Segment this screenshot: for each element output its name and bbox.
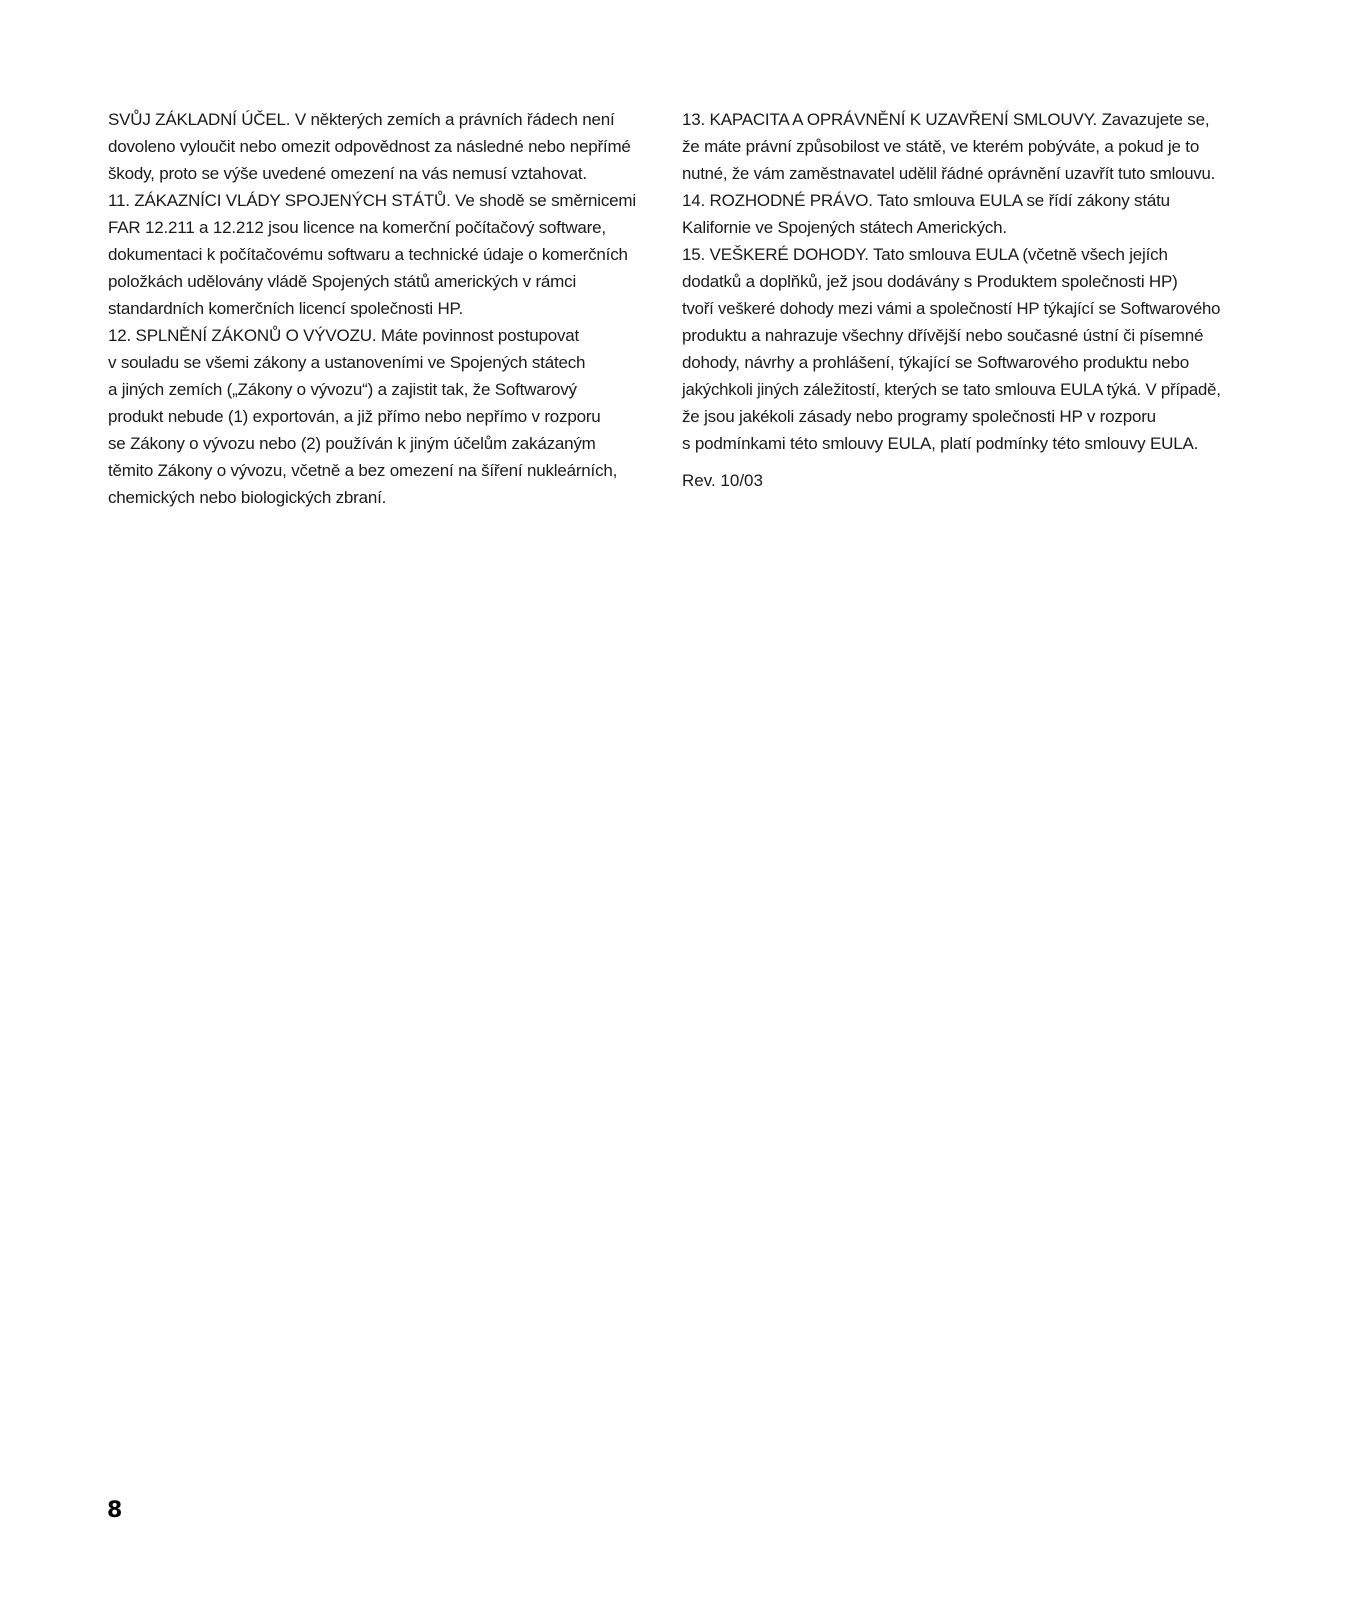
- left-line: SVŮJ ZÁKLADNÍ ÚČEL. V některých zemích a právních řádech není: [108, 110, 615, 129]
- right-text-column: [682, 106, 1222, 494]
- left-line: položkách udělovány vládě Spojených států amerických v rámci: [108, 272, 577, 291]
- right-line: dodatků a doplňků, jež jsou dodávány s Produktem společnosti HP): [682, 272, 1178, 291]
- left-line: produkt nebude (1) exportován, a již přímo nebo nepřímo v rozporu: [108, 407, 601, 426]
- right-line: tvoří veškeré dohody mezi vámi a společností HP týkající se Softwarového: [682, 299, 1221, 318]
- left-line: dovoleno vyloučit nebo omezit odpovědnost za následné nebo nepřímé: [108, 137, 631, 156]
- left-line: těmito Zákony o vývozu, včetně a bez omezení na šíření nukleárních,: [108, 461, 618, 480]
- page-number: 8: [107, 1498, 123, 1523]
- left-text-column: [108, 106, 648, 511]
- right-line: 14. ROZHODNÉ PRÁVO. Tato smlouva EULA se řídí zákony státu: [682, 191, 1170, 210]
- right-line: 13. KAPACITA A OPRÁVNĚNÍ K UZAVŘENÍ SMLOUVY. Zavazujete se,: [682, 110, 1210, 129]
- right-line: produktu a nahrazuje všechny dřívější nebo současné ústní či písemné: [682, 326, 1204, 345]
- left-line: a jiných zemích („Zákony o vývozu“) a zajistit tak, že Softwarový: [108, 380, 577, 399]
- right-line: jakýchkoli jiných záležitostí, kterých se tato smlouva EULA týká. V případě,: [682, 380, 1221, 399]
- left-line: dokumentaci k počítačovému softwaru a technické údaje o komerčních: [108, 245, 628, 264]
- left-line: škody, proto se výše uvedené omezení na vás nemusí vztahovat.: [108, 164, 587, 183]
- right-line: 15. VEŠKERÉ DOHODY. Tato smlouva EULA (včetně všech jejích: [682, 245, 1168, 264]
- left-line: v souladu se všemi zákony a ustanoveními ve Spojených státech: [108, 353, 586, 372]
- left-line: chemických nebo biologických zbraní.: [108, 488, 387, 507]
- right-line: že máte právní způsobilost ve státě, ve kterém pobýváte, a pokud je to: [682, 137, 1200, 156]
- left-line: standardních komerčních licencí společnosti HP.: [108, 299, 464, 318]
- left-line: FAR 12.211 a 12.212 jsou licence na komerční počítačový software,: [108, 218, 606, 237]
- left-line: 11. ZÁKAZNÍCI VLÁDY SPOJENÝCH STÁTŮ. Ve shodě se směrnicemi: [108, 191, 636, 210]
- right-line: Kalifornie ve Spojených státech Amerických.: [682, 218, 1007, 237]
- right-line: s podmínkami této smlouvy EULA, platí podmínky této smlouvy EULA.: [682, 434, 1199, 453]
- left-line: se Zákony o vývozu nebo (2) používán k jiným účelům zakázaným: [108, 434, 596, 453]
- left-line: 12. SPLNĚNÍ ZÁKONŮ O VÝVOZU. Máte povinnost postupovat: [108, 326, 580, 345]
- right-line: že jsou jakékoli zásady nebo programy společnosti HP v rozporu: [682, 407, 1156, 426]
- revision-note: Rev. 10/03: [682, 471, 763, 490]
- right-line: nutné, že vám zaměstnavatel udělil řádné oprávnění uzavřít tuto smlouvu.: [682, 164, 1216, 183]
- right-line: dohody, návrhy a prohlášení, týkající se Softwarového produktu nebo: [682, 353, 1189, 372]
